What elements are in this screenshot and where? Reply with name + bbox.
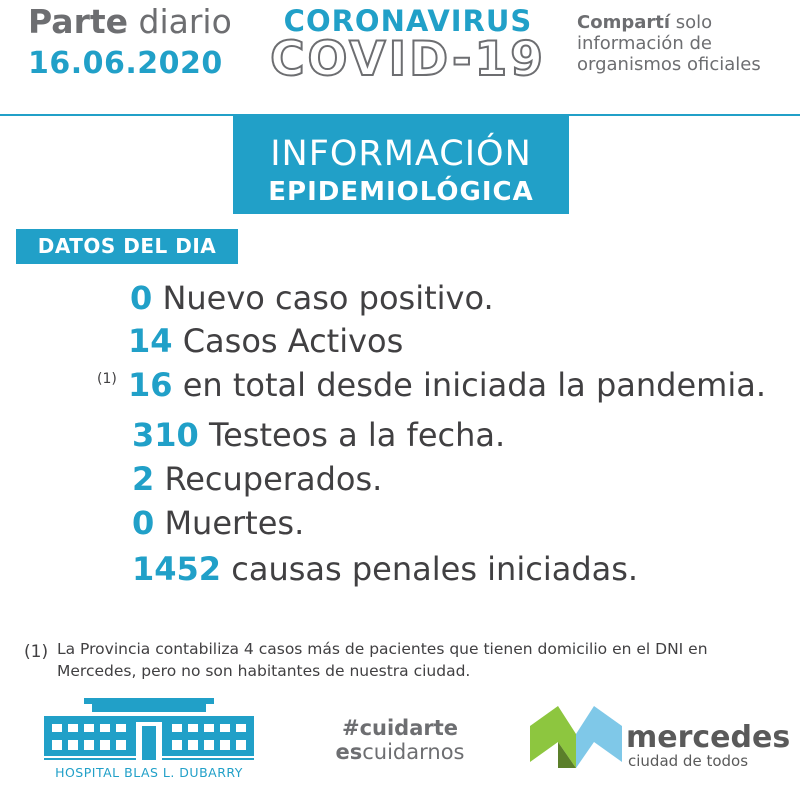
stat-total	[128, 365, 766, 405]
footnote-text: La Provincia contabiliza 4 casos más de pacientes que tienen domicilio en el DNI en Mercedes, pero no son habitantes de nuestra ciudad.	[57, 640, 708, 680]
stat-text: Recuperados.	[164, 460, 383, 498]
city-name: mercedes	[626, 720, 791, 755]
stat-muertes	[132, 503, 304, 543]
coronavirus-title: CORONAVIRUS	[283, 4, 533, 38]
parte-diario-title	[28, 2, 232, 42]
parte-label: Parte	[28, 2, 128, 41]
stat-value: 310	[132, 416, 199, 454]
share-notice-bold: Compartí	[577, 12, 671, 33]
share-notice-rest: solo	[675, 12, 713, 33]
stat-text: en total desde iniciada la pandemia.	[182, 366, 766, 404]
share-notice-line2: información de	[577, 33, 712, 54]
stat-text: Muertes.	[164, 504, 305, 542]
stat-testeos	[132, 415, 505, 455]
hashtag	[330, 716, 470, 764]
mercedes-logo-icon	[530, 706, 622, 768]
info-epidemiologica-box	[233, 114, 569, 214]
stat-text: causas penales iniciadas.	[231, 550, 639, 588]
stat-text: Casos Activos	[182, 322, 404, 360]
stat-value: 2	[132, 460, 155, 498]
share-notice	[577, 12, 800, 75]
hashtag-line2-rest: cuidarnos	[362, 740, 465, 764]
stat-text: Testeos a la fecha.	[208, 416, 506, 454]
stat-text: Nuevo caso positivo.	[162, 279, 494, 317]
city-tagline: ciudad de todos	[628, 752, 749, 770]
stat-value: 1452	[132, 550, 222, 588]
stat-value: 16	[128, 366, 173, 404]
stat-note-marker: (1)	[97, 371, 117, 387]
stat-causas-penales	[132, 549, 638, 589]
stat-casos-activos	[128, 321, 403, 361]
footnote-marker: (1)	[24, 642, 49, 662]
stat-value: 14	[128, 322, 173, 360]
stat-value: 0	[132, 504, 155, 542]
hashtag-line2-bold: es	[335, 740, 363, 764]
datos-del-dia-label: DATOS DEL DIA	[16, 229, 238, 264]
share-notice-line3: organismos oficiales	[577, 54, 761, 75]
hashtag-line1: #cuidarte	[341, 716, 459, 740]
info-title-line2: EPIDEMIOLÓGICA	[268, 177, 534, 207]
covid-title: COVID-19	[270, 32, 546, 87]
hospital-building-icon	[44, 694, 254, 764]
diario-label: diario	[138, 2, 232, 41]
stat-recuperados	[132, 459, 382, 499]
stat-nuevos-casos	[130, 278, 494, 318]
info-title-line1: INFORMACIÓN	[270, 134, 532, 174]
stat-value: 0	[130, 279, 153, 317]
hospital-name: HOSPITAL BLAS L. DUBARRY	[55, 765, 243, 780]
report-date: 16.06.2020	[28, 46, 223, 81]
